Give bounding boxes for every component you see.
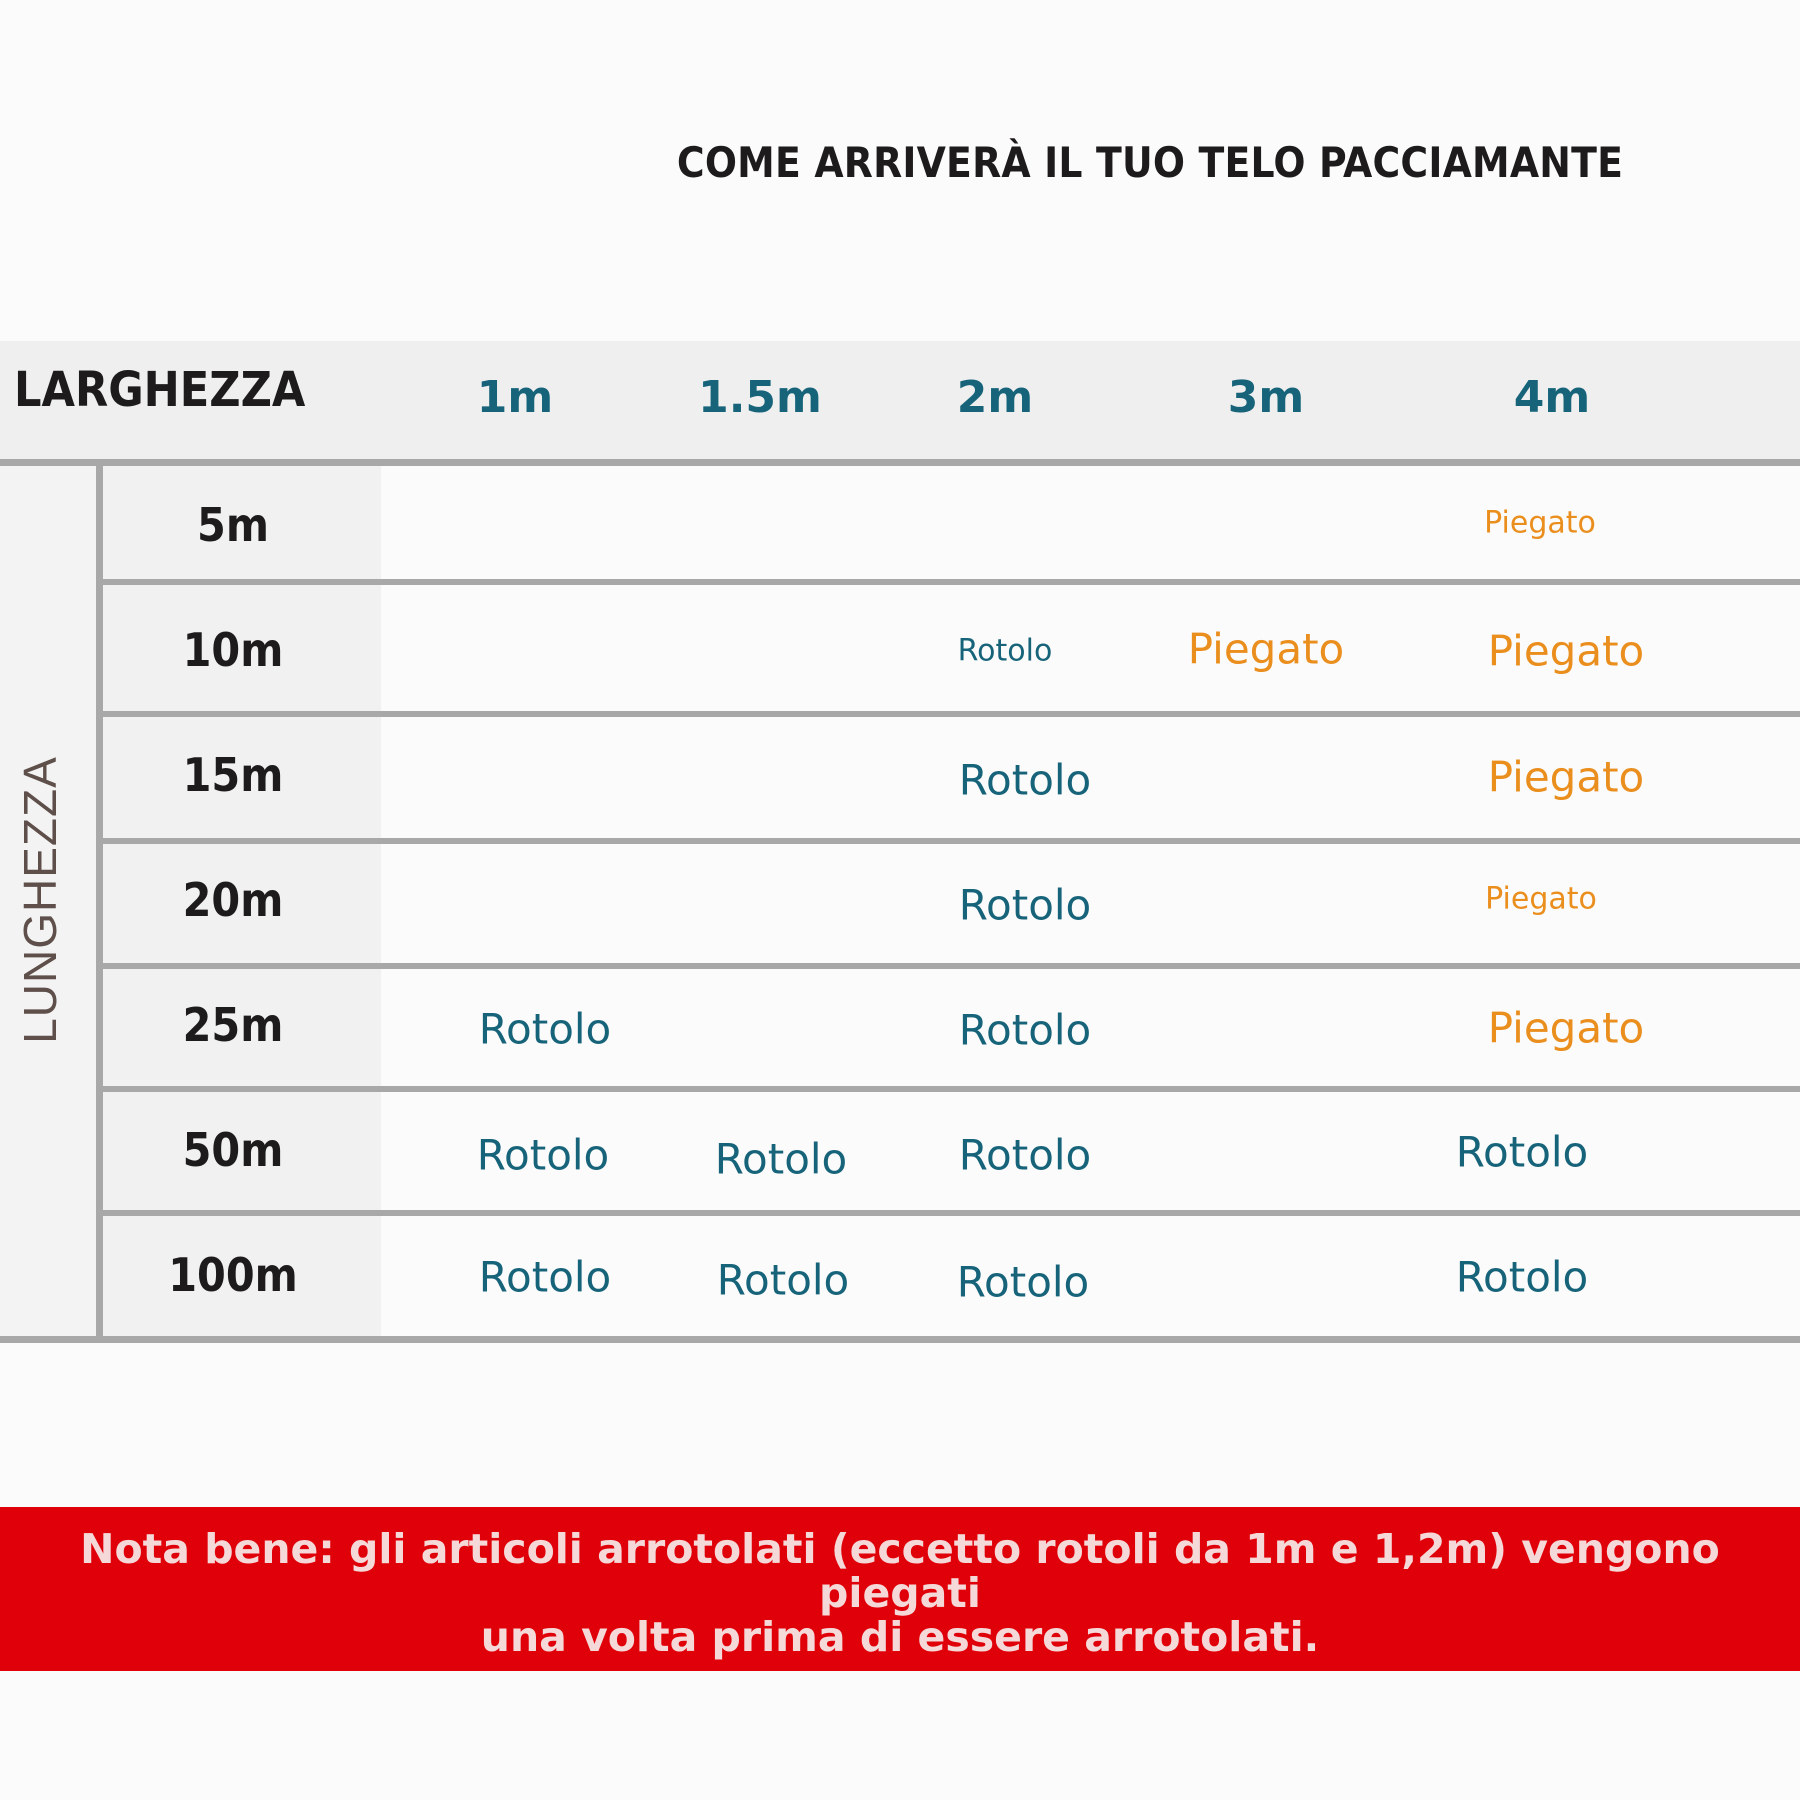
column-header-1m: 1m [476,372,554,423]
page-title: COME ARRIVERÀ IL TUO TELO PACCIAMANTE [676,138,1624,187]
column-header-3m: 3m [1227,372,1305,423]
table-bottom-divider [0,1336,1800,1343]
cell-100m-1-5m: Rotolo [716,1255,850,1305]
row-divider [103,1210,1800,1216]
note-line-2: una volta prima di essere arrotolati. [480,1613,1320,1661]
row-header-20m: 20m [182,873,284,927]
cell-50m-1m: Rotolo [476,1130,610,1180]
cell-100m-4m: Rotolo [1455,1252,1589,1302]
cell-50m-2m: Rotolo [958,1130,1092,1180]
row-header-10m: 10m [182,623,284,677]
row-header-100m: 100m [168,1248,298,1302]
row-divider [103,1086,1800,1092]
row-divider [103,963,1800,969]
row-header-15m: 15m [182,748,284,802]
cell-15m-2m: Rotolo [958,755,1092,805]
length-axis-label: LUNGHEZZA [14,756,66,1044]
cell-100m-1m: Rotolo [478,1252,612,1302]
cell-20m-4m: Piegato [1485,881,1597,917]
cell-50m-4m: Rotolo [1455,1127,1589,1177]
cell-15m-4m: Piegato [1487,752,1645,802]
note-text [0,1527,1800,1659]
cell-10m-2m: Rotolo [957,633,1053,669]
column-header-2m: 2m [956,372,1034,423]
cell-25m-2m: Rotolo [958,1005,1092,1055]
row-divider [103,838,1800,844]
note-line-1: Nota bene: gli articoli arrotolati (eccetto rotoli da 1m e 1,2m) vengono piegati [80,1525,1720,1617]
row-divider [103,711,1800,717]
axis-vertical-divider [96,459,103,1342]
header-divider [0,459,1800,466]
row-header-5m: 5m [197,498,269,552]
cell-20m-2m: Rotolo [958,880,1092,930]
cell-10m-4m: Piegato [1487,626,1645,676]
row-header-25m: 25m [182,998,284,1052]
column-header-1-5m: 1.5m [698,372,822,423]
cell-50m-1-5m: Rotolo [714,1134,848,1184]
row-divider [103,579,1800,585]
row-header-50m: 50m [182,1123,284,1177]
cell-5m-4m: Piegato [1484,505,1596,541]
cell-10m-3m: Piegato [1187,624,1345,674]
width-axis-label: LARGHEZZA [14,362,306,418]
cell-25m-4m: Piegato [1487,1003,1645,1053]
cell-100m-2m: Rotolo [956,1257,1090,1307]
cell-25m-1m: Rotolo [478,1004,612,1054]
column-header-4m: 4m [1513,372,1591,423]
